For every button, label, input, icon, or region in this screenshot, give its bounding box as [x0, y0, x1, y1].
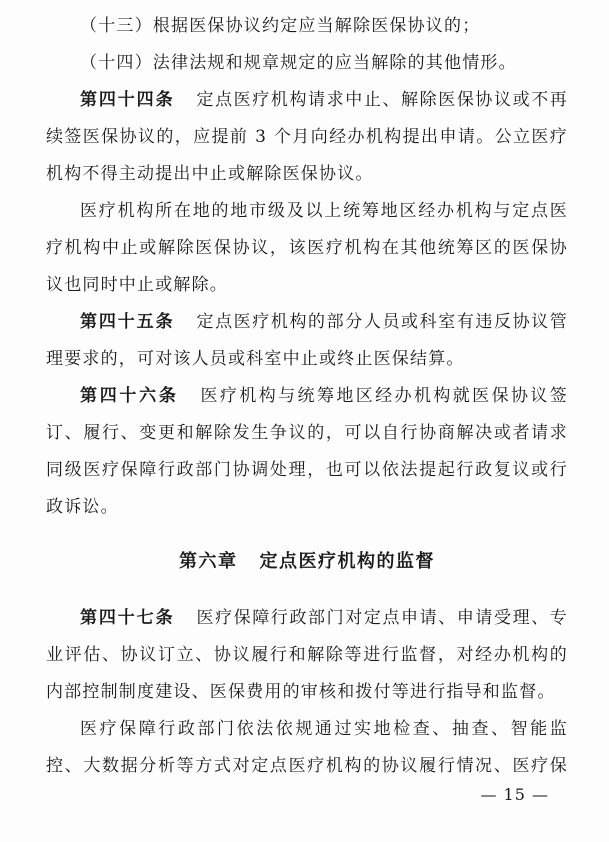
article-44-title: 第四十四条	[80, 90, 175, 110]
article-44-line-3: 机构不得主动提出中止或解除医保协议。	[46, 164, 374, 184]
article-47-line-2: 业评估、协议订立、协议履行和解除等进行监督，对经办机构的	[46, 645, 568, 665]
article-46-line-1	[46, 378, 568, 415]
chapter-heading	[46, 542, 568, 582]
article-47-line-1	[46, 600, 568, 637]
article-46-line-4: 政诉讼。	[46, 497, 119, 517]
article-45-line-2: 理要求的，可对该人员或科室中止或终止医保结算。	[46, 349, 465, 369]
paragraph-3-line-2: 控、大数据分析等方式对定点医疗机构的协议履行情况、医疗保	[46, 756, 568, 776]
article-44-line-1	[46, 82, 568, 119]
chapter-number: 第六章	[179, 551, 238, 572]
article-46-title: 第四十六条	[80, 386, 179, 406]
clause-14: （十四）法律法规和规章规定的应当解除的其他情形。	[80, 53, 517, 73]
document-body	[46, 8, 568, 785]
article-45-title: 第四十五条	[80, 312, 175, 332]
article-47-text-1: 医疗保障行政部门对定点申请、申请受理、专	[196, 608, 569, 628]
paragraph-2-line-1: 医疗机构所在地的地市级及以上统筹地区经办机构与定点医	[80, 201, 568, 221]
paragraph-2-line-3: 议也同时中止或解除。	[46, 275, 228, 295]
page-number: — 15 —	[480, 785, 549, 804]
article-45-text-1: 定点医疗机构的部分人员或科室有违反协议管	[196, 312, 569, 332]
spacer	[46, 526, 568, 542]
paragraph-3-line-1: 医疗保障行政部门依法依规通过实地检查、抽查、智能监	[80, 719, 568, 739]
article-44-text-1: 定点医疗机构请求中止、解除医保协议或不再	[196, 90, 569, 110]
paragraph-2-line-2: 疗机构中止或解除医保协议，该医疗机构在其他统筹区的医保协	[46, 238, 568, 258]
article-46-text-1: 医疗机构与统筹地区经办机构就医保协议签	[200, 386, 568, 406]
article-47-title: 第四十七条	[80, 608, 175, 628]
article-45-line-1	[46, 304, 568, 341]
article-46-line-2: 订、履行、变更和解除发生争议的，可以自行协商解决或者请求	[46, 423, 568, 443]
clause-13: （十三）根据医保协议约定应当解除医保协议的；	[80, 16, 481, 36]
article-44-line-2: 续签医保协议的，应提前 3 个月向经办机构提出申请。公立医疗	[46, 127, 568, 147]
chapter-title: 定点医疗机构的监督	[259, 551, 435, 572]
article-46-line-3: 同级医疗保障行政部门协调处理，也可以依法提起行政复议或行	[46, 460, 568, 480]
article-47-line-3: 内部控制制度建设、医保费用的审核和拨付等进行指导和监督。	[46, 682, 556, 702]
